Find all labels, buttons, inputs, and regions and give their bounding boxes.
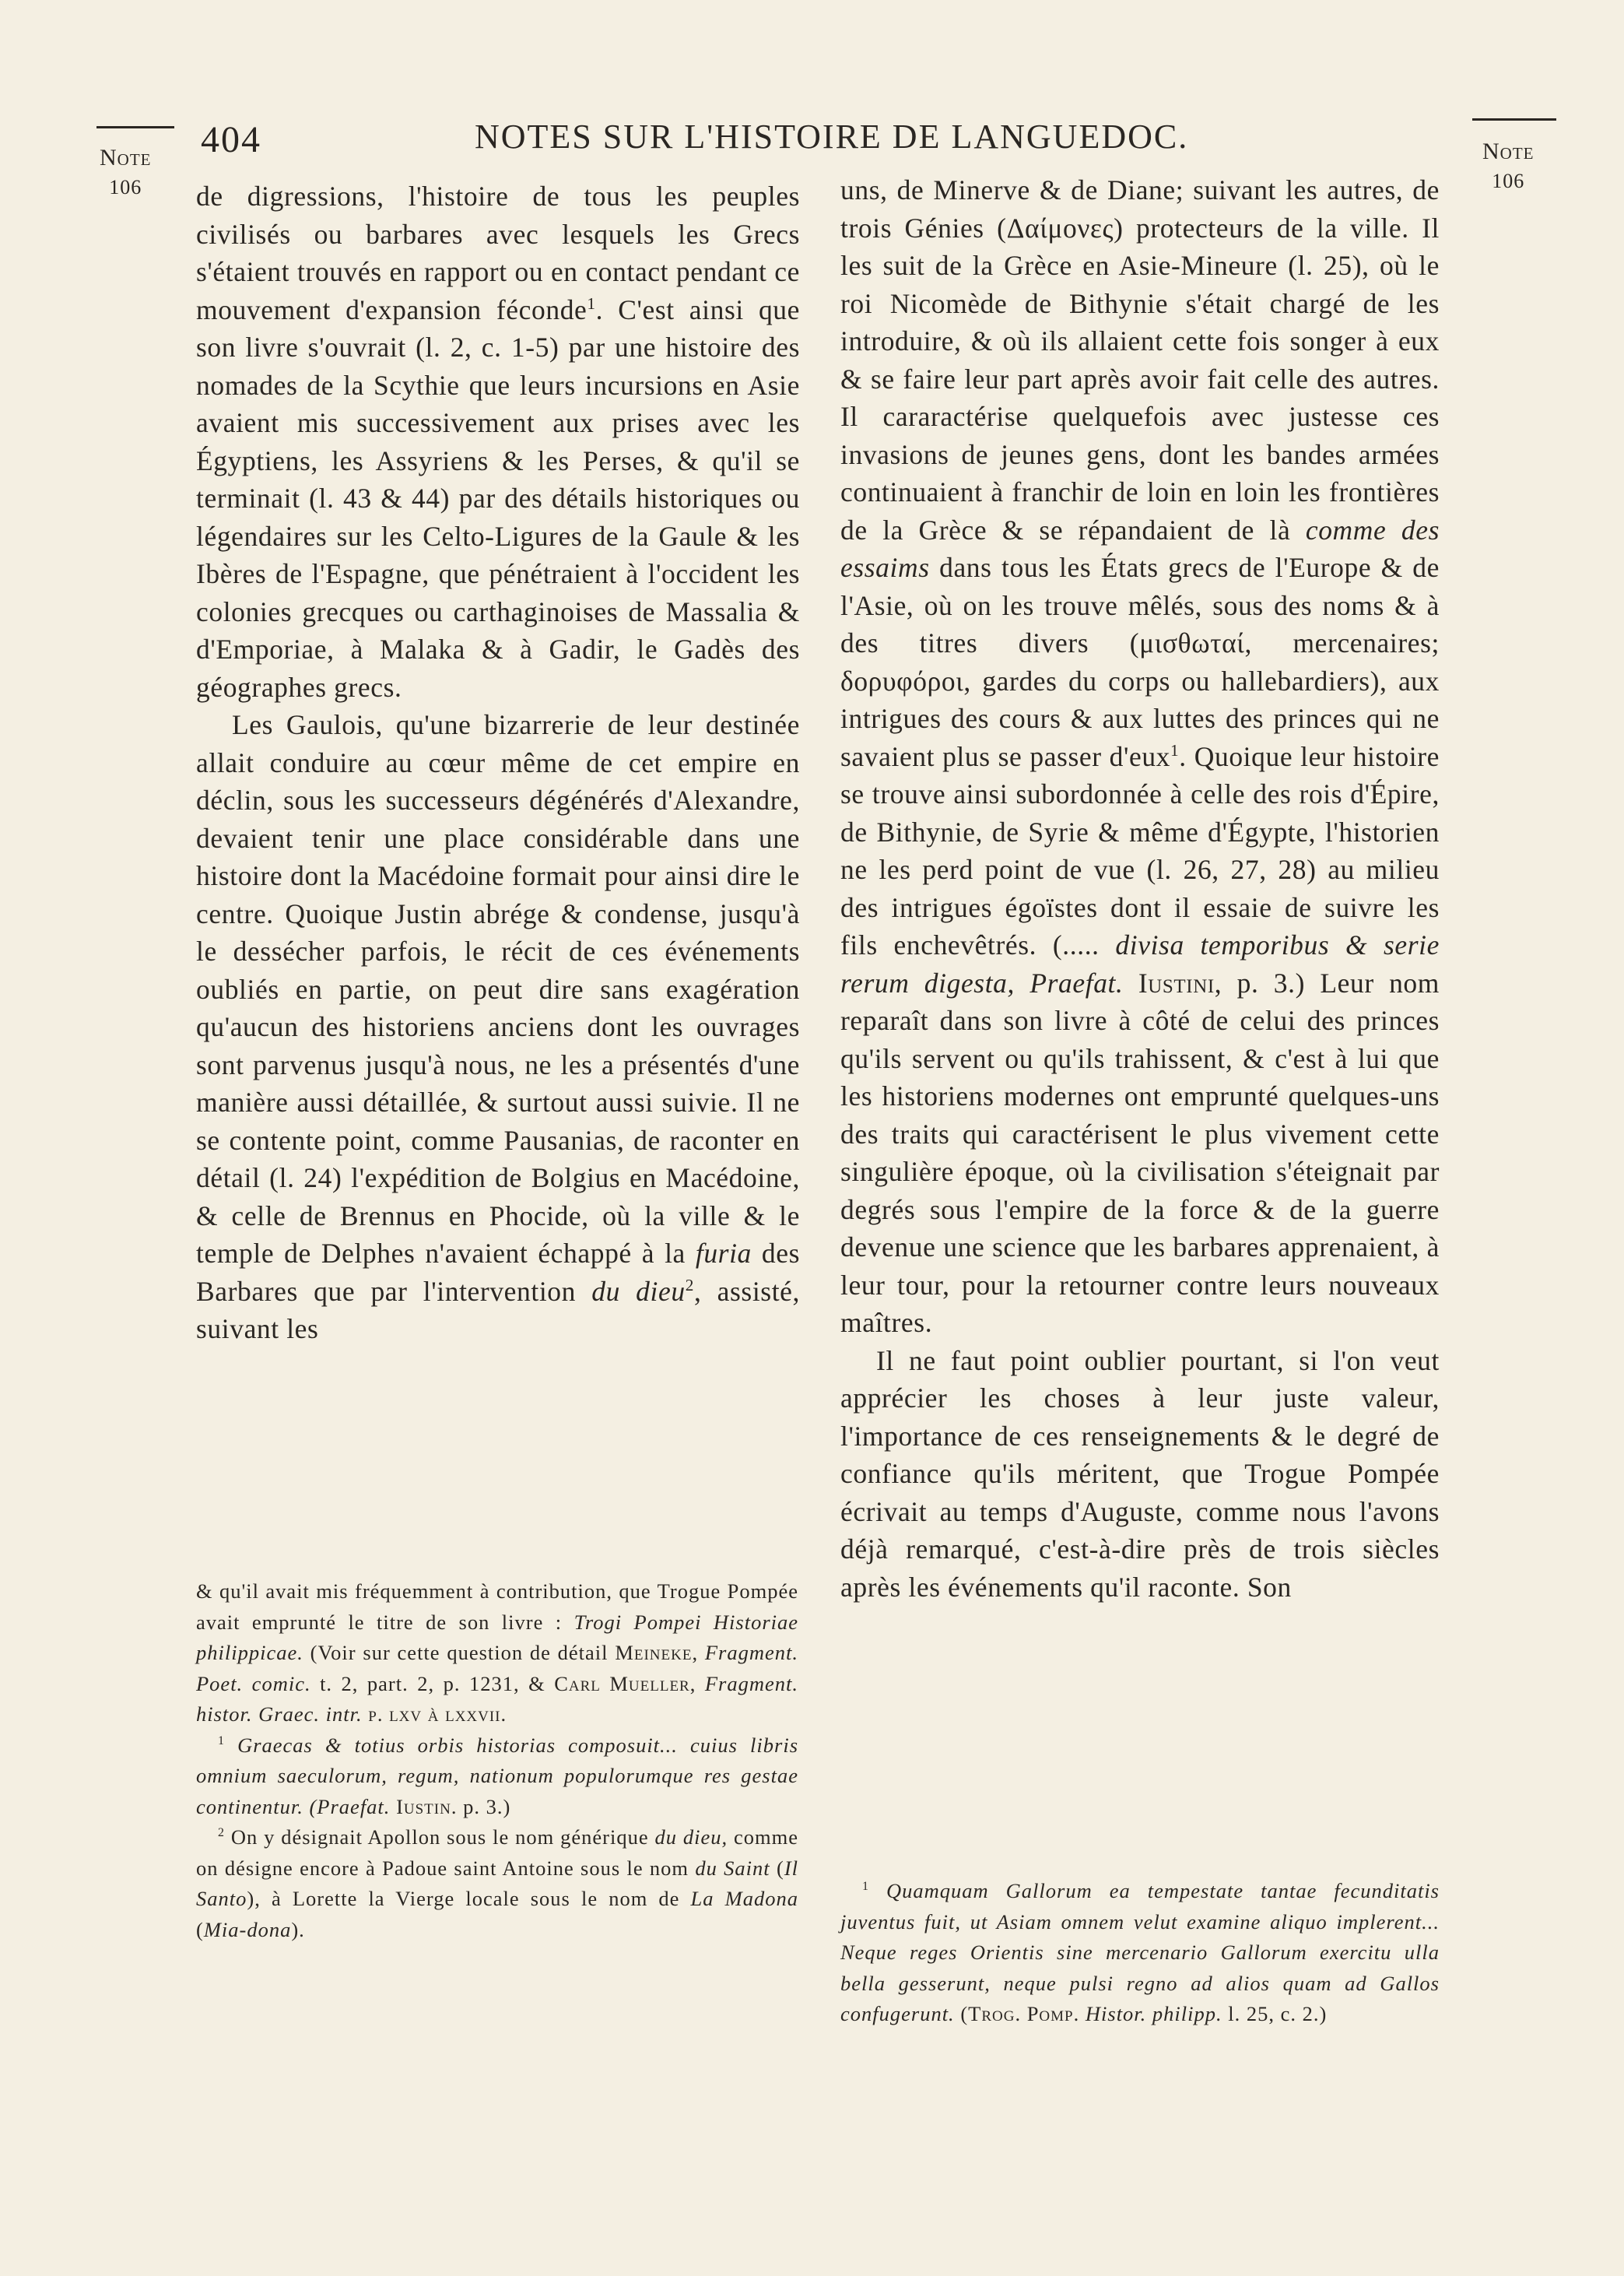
text-run: uns, de Minerve & de Diane; suivant les autres, de trois Génies (Δαίμονες) protecteurs de la ville. Il les suit de la Grèce en Asie-Mineure (l. 25), où le roi Nicomède de Bithynie s'était chargé de les introduire, & où ils allaient cette fois songer à eux & se faire leur part après avoir fait celle des autres. Il cararactérise quelquefois avec justesse ces invasions de jeunes gens, dont les bandes armées continuaient à franchir de loin en loin les frontières de la Grèce & se répandaient de là	[840, 174, 1440, 546]
text-run	[1079, 2002, 1086, 2025]
italic-text: du dieu	[591, 1275, 686, 1307]
paragraph	[196, 706, 800, 1348]
small-caps-text: Meineke	[615, 1641, 693, 1664]
text-run: ,	[692, 1641, 705, 1664]
text-run: ).	[291, 1917, 305, 1941]
paragraph	[196, 177, 800, 706]
italic-text: Il Santo	[196, 1856, 798, 1910]
text-run: , assisté, suivant les	[196, 1275, 800, 1344]
footnotes-left	[196, 1576, 798, 1945]
text-run: On y désignait Apollon sous le nom générique	[230, 1825, 655, 1849]
footnote-ref: 2	[685, 1275, 694, 1294]
italic-text: Graecas & totius orbis historias composuit... cuius libris omnium saeculorum, regum, nationum populorumque res gestae continentur. (Praefat.	[196, 1733, 799, 1818]
text-run: ,	[689, 1671, 705, 1695]
footnote	[840, 1876, 1440, 2030]
footnote-mark: 1	[862, 1880, 869, 1894]
footnote-ref: 1	[1170, 740, 1180, 760]
margin-note-number: 106	[1492, 170, 1525, 192]
paragraph	[840, 171, 1440, 1342]
italic-text: du Saint	[695, 1856, 770, 1880]
italic-text: Mia-dona	[203, 1917, 292, 1941]
italic-text: Quamquam Gallorum ea tempestate tantae fecunditatis juventus fuit, ut Asiam omnem velut examine aliquo implerent... Neque reges Orientis sine mercenario Gallorum exercitu ulla bella gesserunt, neque pulsi regno ad alios quam ad Gallos confugerunt.	[840, 1879, 1440, 2025]
left-column	[196, 177, 800, 1348]
footnote-mark: 1	[218, 1733, 225, 1747]
margin-note-left	[100, 143, 152, 202]
page-number: 404	[201, 119, 261, 160]
text-run: ), à Lorette la Vierge locale sous le nom de	[247, 1887, 691, 1910]
small-caps-text: Iustini	[1138, 967, 1215, 999]
italic-text: La Madona	[690, 1887, 798, 1910]
italic-text: Fragment. histor. Graec. intr.	[196, 1671, 798, 1726]
footnote-ref: 1	[587, 293, 596, 313]
text-run: & qu'il avait mis fréquemment à contribution, que Trogue Pompée avait emprunté le titre de son livre :	[196, 1579, 798, 1634]
text-run: comme on désigne encore à Padoue saint Antoine sous le nom	[196, 1825, 799, 1880]
italic-text: Trogi Pompei Historiae philippicae.	[196, 1610, 799, 1664]
italic-text: du dieu,	[654, 1825, 728, 1849]
text-run: . Quoique leur histoire se trouve ainsi subordonnée à celle des rois d'Épire, de Bithynie, de Syrie & même d'Égypte, l'historien ne les perd point de vue (l. 26, 27, 28) au milieu des intrigues égoïstes dont il essaie de suivre les fils enchevêtrés. (.....	[840, 740, 1440, 961]
small-caps-text: Carl Mueller	[554, 1671, 690, 1695]
text-run: (	[954, 2002, 969, 2025]
text-run: (	[770, 1856, 784, 1880]
text-run: . C'est ainsi que son livre s'ouvrait (l. 2, c. 1-5) par une histoire des nomades de la Scythie que leurs incursions en Asie avaient mis successivement aux prises avec les Égyptiens, les Assyriens & les Perses, & qu'il se terminait (l. 43 & 44) par des détails historiques ou légendaires sur les Celto-Ligures de la Gaule & les Ibères de l'Espagne, que pénétraient à l'occident les colonies grecques ou carthaginoises de Massalia & d'Emporiae, à Malaka & à Gadir, le Gadès des géographes grecs.	[196, 293, 800, 703]
text-run: p. lxv à lxxvii.	[362, 1702, 507, 1726]
text-run: . p. 3.)	[451, 1794, 511, 1818]
text-run: des Barbares que par l'intervention	[196, 1238, 800, 1307]
small-caps-text: Trog. Pomp.	[968, 2002, 1080, 2025]
text-run: de digressions, l'histoire de tous les peuples civilisés ou barbares avec lesquels les Grecs s'étaient trouvés en rapport ou en contact pendant ce mouvement d'expansion féconde	[196, 181, 800, 325]
running-title: NOTES SUR L'HISTOIRE DE LANGUEDOC.	[475, 118, 1189, 156]
margin-note-label: Note	[100, 145, 152, 170]
footnote-mark: 2	[218, 1826, 225, 1840]
italic-text: Histor. philipp.	[1085, 2002, 1222, 2025]
text-run: (	[196, 1917, 204, 1941]
text-run: Les Gaulois, qu'une bizarrerie de leur destinée allait conduire au cœur même de cet empire en déclin, sous les successeurs dégénérés d'Alexandre, devaient tenir une place considérable dans une histoire dont la Macédoine formait pour ainsi dire le centre. Quoique Justin abrége & condense, jusqu'à le dessécher parfois, le récit de ces événements oubliés en partie, on peut dire sans exagération qu'aucun des historiens anciens dont les ouvrages sont parvenus jusqu'à nous, ne les a présentés d'une manière aussi détaillée, & surtout aussi suivie. Il ne se contente point, comme Pausanias, de raconter en détail (l. 24) l'expédition de Bolgius en Macédoine, & celle de Brennus en Phocide, où la ville & le temple de Delphes n'avaient échappé à la	[196, 709, 800, 1269]
margin-note-right	[1482, 137, 1535, 196]
footnote-continuation	[196, 1576, 798, 1730]
right-column	[840, 171, 1440, 1606]
italic-text: comme des essaims	[840, 514, 1440, 583]
text-run: (Voir sur cette question de détail	[303, 1641, 616, 1664]
margin-note-number: 106	[109, 176, 142, 198]
italic-text: Fragment. Poet. comic.	[196, 1641, 799, 1695]
margin-note-label: Note	[1482, 139, 1535, 164]
text-run: , p. 3.) Leur nom reparaît dans son livre à côté de celui des princes qu'ils servent ou qu'ils trahissent, & c'est à lui que les historiens modernes ont emprunté quelques-uns des traits qui caractérisent le plus vivement cette singulière époque, où la civilisation s'éteignait par degrés sous l'empire de la force & de la guerre devenue une science que les barbares apprenaient, à leur tour, pour la retourner contre leurs nouveaux maîtres.	[840, 967, 1440, 1338]
text-run: l. 25, c. 2.)	[1222, 2002, 1328, 2025]
margin-rule-right	[1472, 118, 1556, 121]
footnote	[196, 1730, 798, 1823]
italic-text: divisa temporibus & serie rerum digesta, Praefat.	[840, 929, 1440, 999]
footnote	[196, 1822, 798, 1945]
footnotes-right	[840, 1876, 1440, 2030]
margin-rule-left	[96, 126, 174, 128]
paragraph: Il ne faut point oublier pourtant, si l'on veut apprécier les choses à leur juste valeur, l'importance de ces renseignements & le degré de confiance qu'ils méritent, que Trogue Pompée écrivait au temps d'Auguste, comme nous l'avons déjà remarqué, c'est-à-dire près de trois siècles après les événements qu'il raconte. Son	[840, 1344, 1440, 1603]
small-caps-text: Iustin	[396, 1794, 451, 1818]
text-run: dans tous les États grecs de l'Europe & de l'Asie, où on les trouve mêlés, sous des noms & à des titres divers (μισθωταί, mercenaires; δορυφόροι, gardes du corps ou hallebardiers), aux intrigues des cours & aux luttes des princes qui ne savaient plus se passer d'eux	[840, 552, 1440, 772]
text-run: t. 2, part. 2, p. 1231, &	[310, 1671, 555, 1695]
italic-text: furia	[695, 1238, 752, 1269]
